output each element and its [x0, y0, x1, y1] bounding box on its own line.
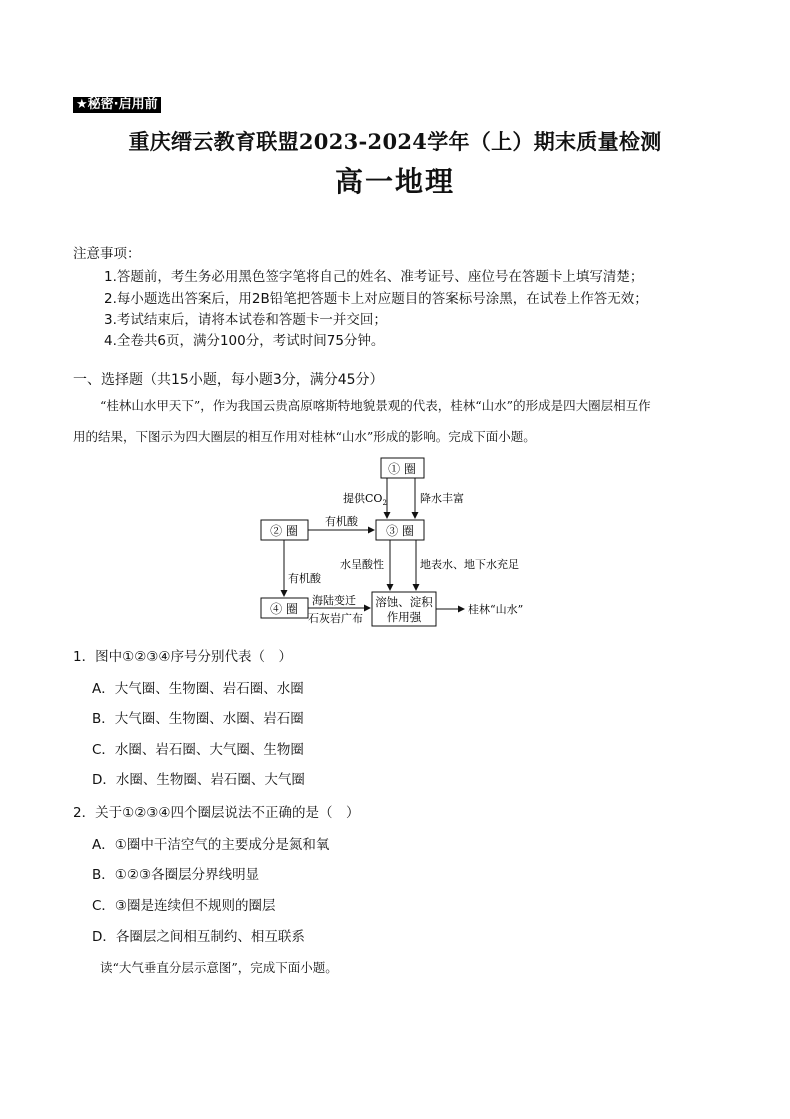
- notice-item: 1.答题前，考生务必用黑色签字笔将自己的姓名、准考证号、座位号在答题卡上填写清楚；: [104, 269, 644, 285]
- label-limestone: 石灰岩广布: [308, 612, 363, 625]
- label-acidic-water: 水呈酸性: [340, 558, 384, 571]
- question-option: C．③圈是连续但不规则的圈层: [92, 898, 276, 914]
- question-option: A．大气圈、生物圈、岩石圈、水圈: [92, 681, 304, 697]
- box1-label: ① 圈: [388, 462, 416, 476]
- label-acid-horizontal: 有机酸: [325, 515, 358, 528]
- passage-line: “桂林山水甲天下”，作为我国云贵高原喀斯特地貌景观的代表，桂林“山水”的形成是四大圈层相互作: [100, 398, 651, 413]
- notice-item: 4.全卷共6页，满分100分，考试时间75分钟。: [104, 333, 385, 349]
- passage-line: 用的结果，下图示为四大圈层的相互作用对桂林“山水”形成的影响。完成下面小题。: [73, 429, 536, 444]
- question-option: D．水圈、生物圈、岩石圈、大气圈: [92, 772, 305, 788]
- label-co2: 提供$CO_2$: [343, 492, 387, 507]
- exam-title: 重庆缙云教育联盟2023-2024学年（上）期末质量检测: [128, 129, 662, 154]
- confidential-label: ★秘密·启用前: [73, 97, 161, 113]
- result-line2: 作用强: [386, 610, 422, 624]
- question-option: C．水圈、岩石圈、大气圈、生物圈: [92, 742, 304, 758]
- question-stem: 1．图中①②③④序号分别代表（ ）: [73, 649, 292, 665]
- box4-label: ④ 圈: [270, 602, 298, 616]
- result-line1: 溶蚀、淀积: [375, 595, 433, 609]
- question-option: D．各圈层之间相互制约、相互联系: [92, 929, 305, 945]
- label-acid-vertical: 有机酸: [288, 572, 321, 585]
- section-title: 一、选择题（共15小题，每小题3分，满分45分）: [73, 372, 384, 388]
- label-water-supply: 地表水、地下水充足: [420, 558, 519, 571]
- notice-heading: 注意事项：: [73, 246, 141, 262]
- box3-label: ③ 圈: [386, 524, 414, 538]
- question-stem: 2．关于①②③④四个圈层说法不正确的是（ ）: [73, 805, 360, 821]
- label-rain: 降水丰富: [420, 492, 464, 505]
- passage-line: 读“大气垂直分层示意图”，完成下面小题。: [100, 960, 338, 975]
- sphere-interaction-diagram: [250, 452, 550, 632]
- question-option: B．大气圈、生物圈、水圈、岩石圈: [92, 711, 304, 727]
- question-option: B．①②③各圈层分界线明显: [92, 867, 260, 883]
- subject-title: 高一地理: [334, 165, 455, 198]
- box2-label: ② 圈: [270, 524, 298, 538]
- notice-item: 3.考试结束后，请将本试卷和答题卡一并交回；: [104, 312, 387, 328]
- label-sea-land: 海陆变迁: [312, 594, 356, 607]
- label-result: 桂林“山水”: [468, 603, 524, 616]
- notice-item: 2.每小题选出答案后，用2B铅笔把答题卡上对应题目的答案标号涂黑，在试卷上作答无效；: [104, 291, 648, 307]
- question-option: A．①圈中干洁空气的主要成分是氮和氧: [92, 837, 330, 853]
